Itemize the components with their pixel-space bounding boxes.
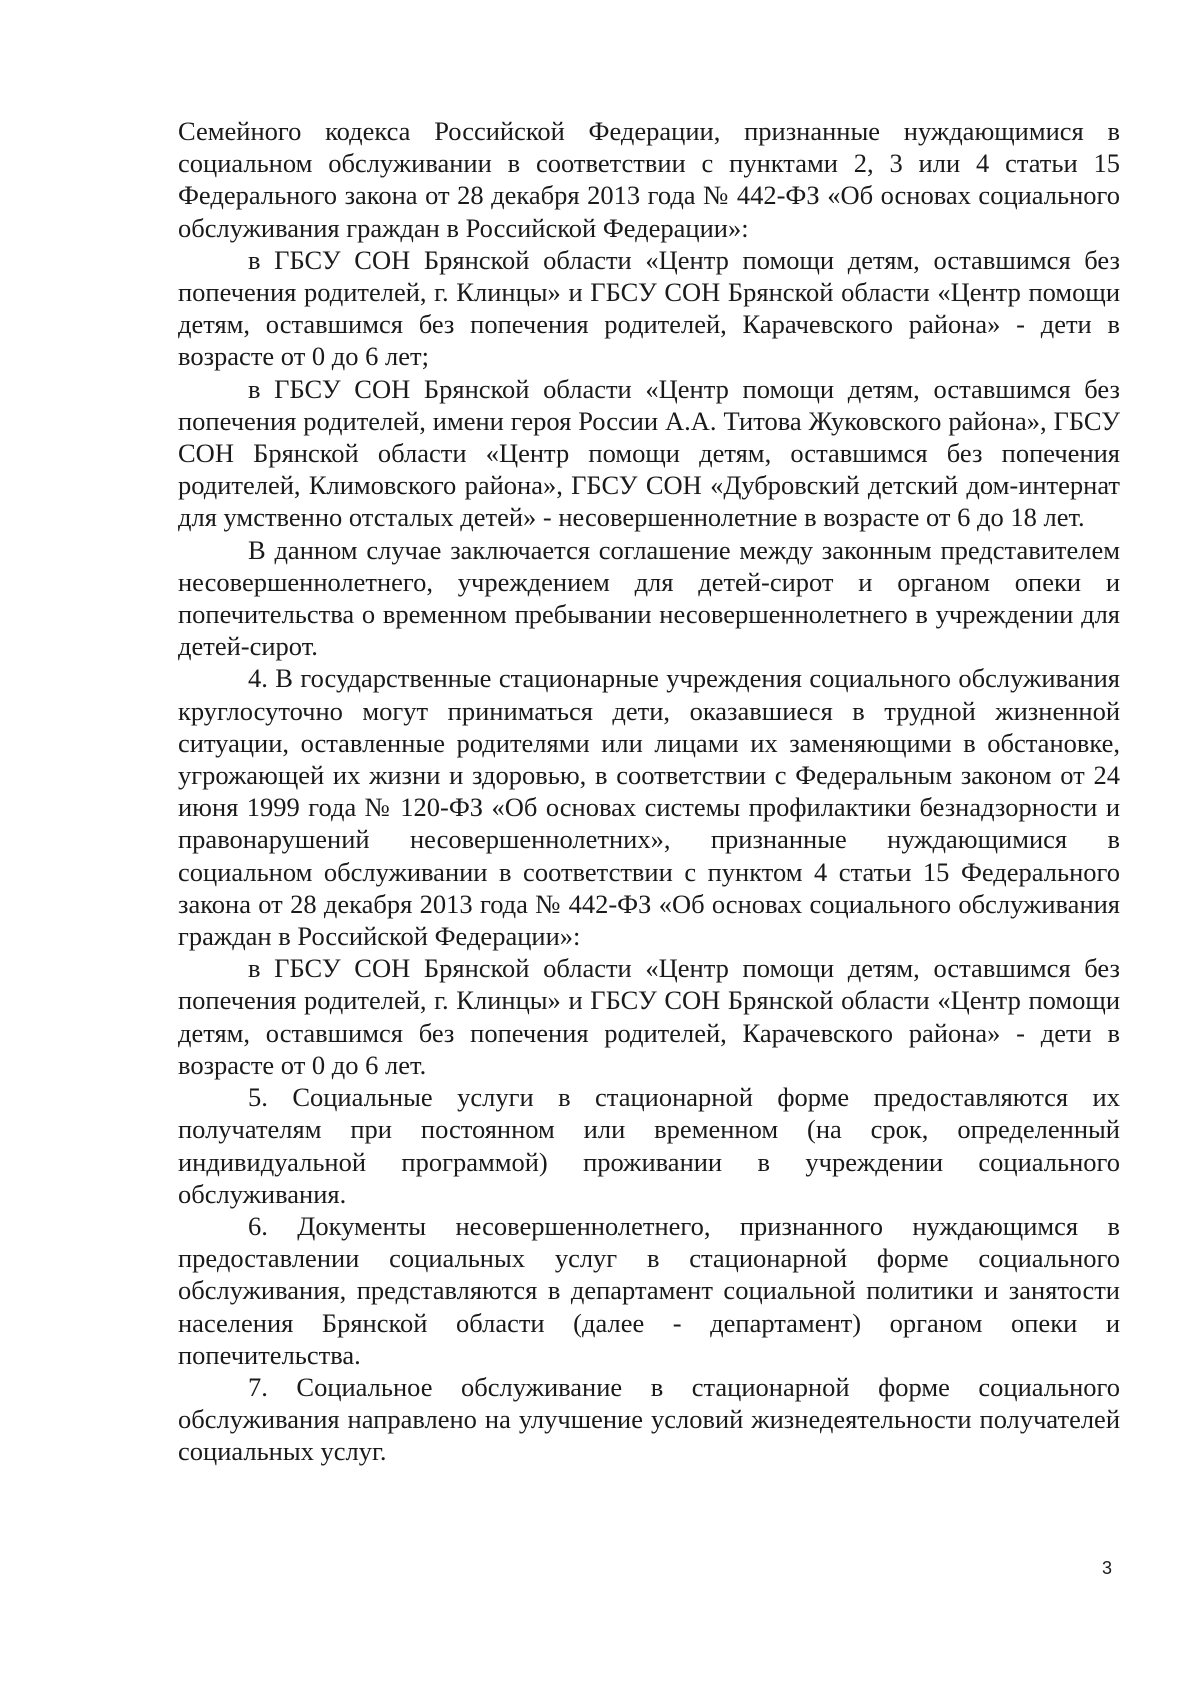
paragraph-item-7: 7. Социальное обслуживание в стационарной форме социального обслуживания направлено на улучшение условий жизнедеятельности получателей социальных услуг. bbox=[178, 1371, 1120, 1467]
paragraph-item-4-institutions: в ГБСУ СОН Брянской области «Центр помощи детям, оставшимся без попечения родителей, г. Клинцы» и ГБСУ СОН Брянской области «Центр помощи детям, оставшимся без попечения родителей, Карачевского района» - дети в возрасте от 0 до 6 лет. bbox=[178, 953, 1120, 1080]
paragraph-item-5: 5. Социальные услуги в стационарной форме предоставляются их получателям при постоянном или временном (на срок, определенный индивидуальной программой) проживании в учреждении социального обслуживания. bbox=[178, 1082, 1120, 1209]
paragraph-agreement: В данном случае заключается соглашение между законным представителем несовершеннолетнего, учреждением для детей-сирот и органом опеки и попечительства о временном пребывании несовершеннолетнего в учреждении для детей-сирот. bbox=[178, 534, 1120, 662]
paragraph-continuation: Семейного кодекса Российской Федерации, признанные нуждающимися в социальном обслуживании в соответствии с пунктами 2, 3 или 4 статьи 15 Федерального закона от 28 декабря 2013 года № 442-ФЗ «Об основах социального обслуживания граждан в Российской Федерации»: bbox=[178, 116, 1120, 243]
paragraph-item-4: 4. В государственные стационарные учреждения социального обслуживания круглосуточно могут приниматься дети, оказавшиеся в трудной жизненной ситуации, оставленные родителями или лицами их заменяющими в обстановке, угрожающей их жизни и здоровью, в соответствии с Федеральным законом от 24 июня 1999 года № 120-ФЗ «Об основах системы профилактики безнадзорности и правонарушений несовершеннолетних», признанные нуждающимися в социальном обслуживании в соответствии с пунктом 4 статьи 15 Федерального закона от 28 декабря 2013 года № 442-ФЗ «Об основах социального обслуживания граждан в Российской Федерации»: bbox=[178, 663, 1120, 952]
paragraph-zhukovsky-klimovo-dubrovka: в ГБСУ СОН Брянской области «Центр помощи детям, оставшимся без попечения родителей, имени героя России А.А. Титова Жуковского района», ГБСУ СОН Брянской области «Центр помощи детям, оставшимся без попечения родителей, Климовского района», ГБСУ СОН «Дубровский детский дом-интернат для умственно отсталых детей» - несовершеннолетние в возрасте от 6 до 18 лет. bbox=[178, 373, 1120, 533]
page-number: 3 bbox=[1102, 1558, 1113, 1578]
document-body bbox=[178, 115, 1120, 1468]
paragraph-item-6: 6. Документы несовершеннолетнего, признанного нуждающимся в предоставлении социальных услуг в стационарной форме социального обслуживания, представляются в департамент социальной политики и занятости населения Брянской области (далее - департамент) органом опеки и попечительства. bbox=[178, 1210, 1120, 1370]
paragraph-klintsy-karachev: в ГБСУ СОН Брянской области «Центр помощи детям, оставшимся без попечения родителей, г. Клинцы» и ГБСУ СОН Брянской области «Центр помощи детям, оставшимся без попечения родителей, Карачевского района» - дети в возрасте от 0 до 6 лет; bbox=[178, 244, 1120, 372]
